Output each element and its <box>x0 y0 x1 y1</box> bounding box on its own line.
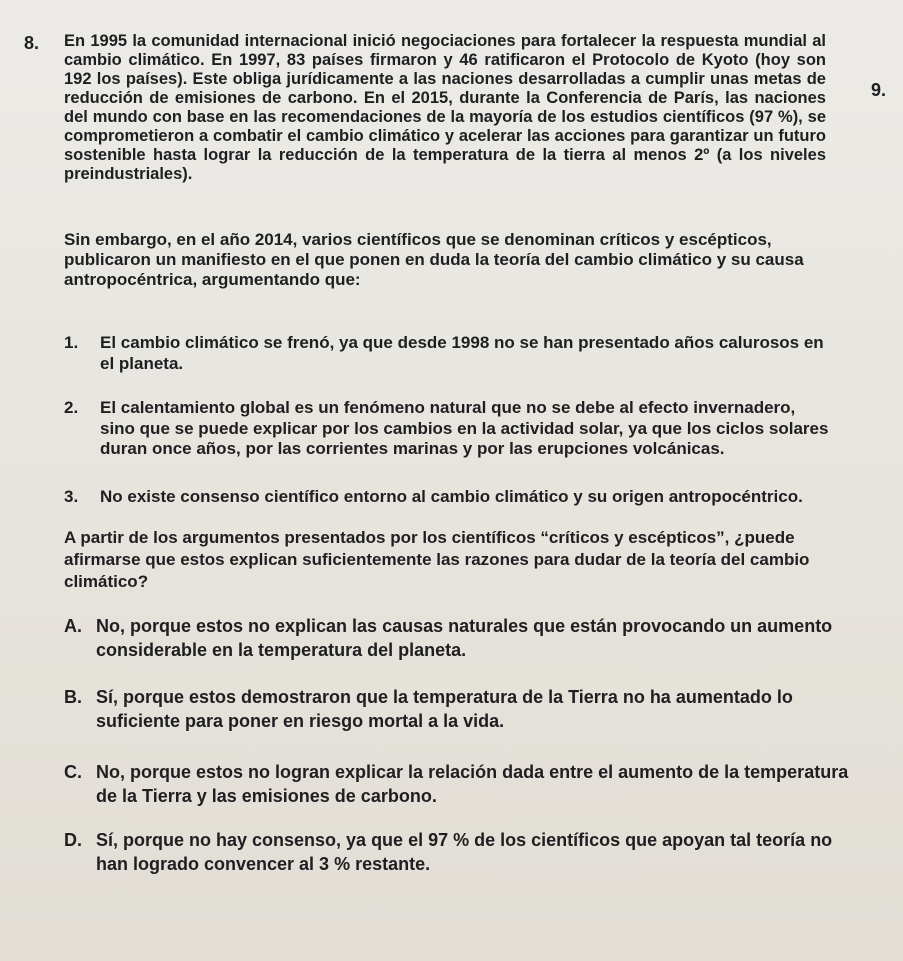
argument-text: El calentamiento global es un fenómeno natural que no se debe al efecto invernadero, sino que se puede explicar por los cambios en la actividad solar, ya que los ciclos solares duran once años, por las corrientes marinas y por las erupciones volcánicas. <box>100 398 829 458</box>
question-8-number: 8. <box>24 33 40 53</box>
argument-text: El cambio climático se frenó, ya que desde 1998 no se han presentado años calurosos en el planeta. <box>100 333 824 373</box>
option-b[interactable] <box>64 685 854 733</box>
option-letter: B. <box>64 687 82 707</box>
option-letter: C. <box>64 762 82 782</box>
argument-number: 3. <box>64 487 79 506</box>
option-text: Sí, porque no hay consenso, ya que el 97 % de los científicos que apoyan tal teoría no han logrado convencer al 3 % restante. <box>96 830 833 874</box>
question-8-prompt: A partir de los argumentos presentados por los científicos “críticos y escépticos”, ¿puede afirmarse que estos explican suficientemente las razones para dudar de la teoría del cambio climático? <box>64 528 810 591</box>
option-letter: D. <box>64 830 82 850</box>
argument-number: 2. <box>64 398 79 417</box>
option-d[interactable] <box>64 828 854 876</box>
option-letter: A. <box>64 616 82 636</box>
argument-2 <box>64 398 834 460</box>
argument-number: 1. <box>64 333 79 352</box>
argument-1 <box>64 333 834 374</box>
question-8-intro: En 1995 la comunidad internacional inició negociaciones para fortalecer la respuesta mundial al cambio climático. En 1997, 83 países firmaron y 46 ratificaron el Protocolo de Kyoto (hoy son 192 los países). Este obliga jurídicamente a las naciones desarrolladas a cumplir unas metas de reducción de emisiones de carbono. En el 2015, durante la Conferencia de París, las naciones del mundo con base en las recomendaciones de la mayoría de los estudios científicos (97 %), se comprometieron a combatir el cambio climático y acelerar las acciones para garantizar un futuro sostenible hasta lograr la reducción de la temperatura de la tierra al menos 2º (a los niveles preindustriales). <box>64 32 826 183</box>
argument-text: No existe consenso científico entorno al cambio climático y su origen antropocéntrico. <box>100 487 803 506</box>
option-text: No, porque estos no explican las causas naturales que están provocando un aumento considerable en la temperatura del planeta. <box>96 616 833 660</box>
option-c[interactable] <box>64 760 854 808</box>
option-text: No, porque estos no logran explicar la relación dada entre el aumento de la temperatura de la Tierra y las emisiones de carbono. <box>96 762 849 806</box>
option-a[interactable] <box>64 614 854 662</box>
argument-3 <box>64 487 834 508</box>
option-text: Sí, porque estos demostraron que la temperatura de la Tierra no ha aumentado lo suficiente para poner en riesgo mortal a la vida. <box>96 687 793 731</box>
question-9-number: 9. <box>871 80 887 100</box>
question-8-context: Sin embargo, en el año 2014, varios científicos que se denominan críticos y escépticos, publicaron un manifiesto en el que ponen en duda la teoría del cambio climático y su causa antropocéntrica, argumentando que: <box>64 230 804 289</box>
